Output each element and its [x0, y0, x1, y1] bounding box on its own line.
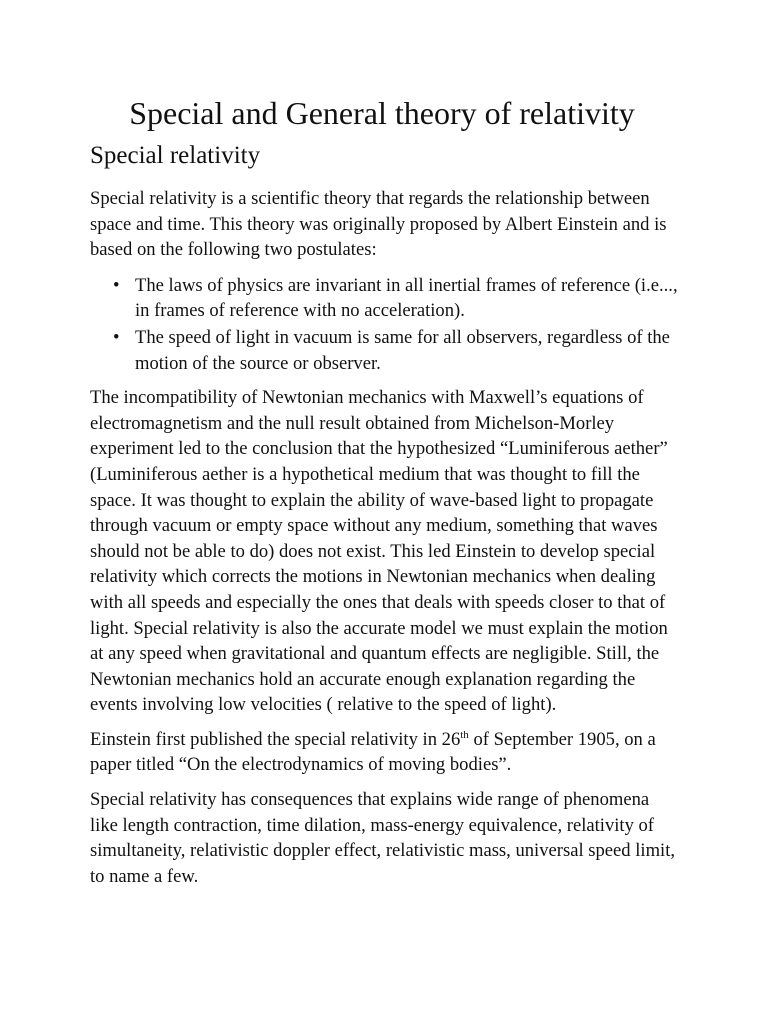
ordinal-superscript: th — [460, 728, 469, 741]
body-paragraph-aether: The incompatibility of Newtonian mechanics with Maxwell’s equations of electromagnetism and the null result obtained from Michelson-Morley experiment led to the conclusion that the hypothesized “Luminiferous aether” (Luminiferous aether is a hypothetical medium that was thought to fill the space. It was thought to explain the ability of wave-based light to propagate through vacuum or empty space without any medium, something that waves should not be able to do) does not exist. This led Einstein to develop special relativity which corrects the motions in Newtonian mechanics when dealing with all speeds and especially the ones that deals with speeds closer to that of light. Special relativity is also the accurate model we must explain the motion at any speed when gravitational and quantum effects are negligible. Still, the Newtonian mechanics hold an accurate enough explanation regarding the events involving low velocities ( relative to the speed of light). — [90, 387, 668, 716]
body-paragraph-consequences: Special relativity has consequences that explains wide range of phenomena like length contraction, time dilation, mass-energy equivalence, relativity of simultaneity, relativistic doppler effect, relativistic mass, universal speed limit, to name a few. — [90, 789, 676, 887]
bullet-icon: • — [113, 274, 120, 296]
list-item — [90, 273, 680, 324]
postulate-text: The laws of physics are invariant in all inertial frames of reference (i.e..., in frames of reference with no acceleration). — [135, 274, 678, 322]
section-heading: Special relativity — [90, 142, 261, 169]
postulate-text: The speed of light in vacuum is same for all observers, regardless of the motion of the source or observer. — [135, 326, 670, 374]
document-page — [90, 93, 680, 889]
publication-text-after: of September 1905, on a paper titled “On the electrodynamics of moving bodies”. — [90, 728, 656, 776]
postulates-list — [90, 273, 680, 376]
document-title: Special and General theory of relativity — [129, 95, 635, 131]
body-paragraph-publication — [90, 727, 680, 778]
intro-paragraph: Special relativity is a scientific theory that regards the relationship between space and time. This theory was originally proposed by Albert Einstein and is based on the following two postulates: — [90, 188, 667, 261]
list-item — [90, 325, 680, 376]
publication-text-before: Einstein first published the special relativity in 26 — [90, 728, 461, 750]
bullet-icon: • — [113, 326, 120, 348]
